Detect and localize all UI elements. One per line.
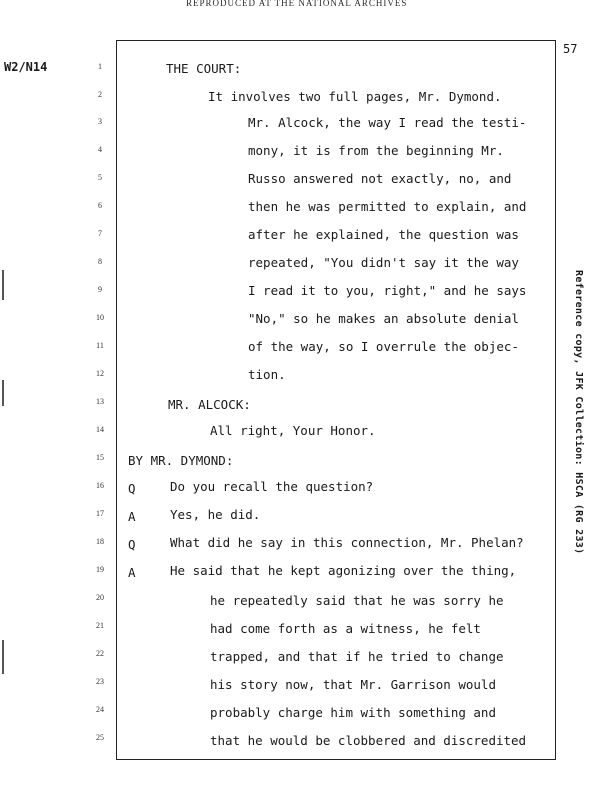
reference-copy-text: Reference copy, JFK Collection: HSCA (RG 233) xyxy=(573,270,584,555)
archives-stamp: REPRODUCED AT THE NATIONAL ARCHIVES xyxy=(186,0,408,8)
line-number: 9 xyxy=(98,285,102,294)
line-number: 21 xyxy=(96,621,104,630)
scan-edge-mark xyxy=(2,380,4,406)
speaker-heading: MR. ALCOCK: xyxy=(168,397,251,412)
transcript-line: tion. xyxy=(248,367,286,382)
line-number: 7 xyxy=(98,229,102,238)
line-number: 17 xyxy=(96,509,104,518)
transcript-line: All right, Your Honor. xyxy=(210,423,376,438)
answer-line: that he would be clobbered and discredited xyxy=(210,733,527,748)
qa-marker: A xyxy=(128,509,136,524)
line-number: 8 xyxy=(98,257,102,266)
transcript-line: of the way, so I overrule the objec- xyxy=(248,339,519,354)
line-number: 19 xyxy=(96,565,104,574)
line-number: 11 xyxy=(96,341,104,350)
question-line: What did he say in this connection, Mr. Phelan? xyxy=(170,535,524,550)
line-number: 4 xyxy=(98,145,102,154)
qa-marker: Q xyxy=(128,481,136,496)
page-number: 57 xyxy=(563,42,578,56)
line-number: 24 xyxy=(96,705,104,714)
document-id: W2/N14 xyxy=(4,60,48,74)
transcript-line: It involves two full pages, Mr. Dymond. xyxy=(208,89,502,104)
speaker-heading: THE COURT: xyxy=(166,61,242,76)
line-number: 5 xyxy=(98,173,102,182)
line-number: 14 xyxy=(96,425,104,434)
answer-line: probably charge him with something and xyxy=(210,705,496,720)
transcript-line: repeated, "You didn't say it the way xyxy=(248,255,519,270)
question-line: Do you recall the question? xyxy=(170,479,374,494)
answer-line: Yes, he did. xyxy=(170,507,261,522)
examination-heading: BY MR. DYMOND: xyxy=(128,453,234,468)
qa-marker: Q xyxy=(128,537,136,552)
line-number: 6 xyxy=(98,201,102,210)
line-number: 16 xyxy=(96,481,104,490)
scan-edge-mark xyxy=(2,270,4,300)
line-number: 25 xyxy=(96,733,104,742)
transcript-line: I read it to you, right," and he says xyxy=(248,283,527,298)
line-number: 3 xyxy=(98,117,102,126)
line-number: 15 xyxy=(96,453,104,462)
transcript-line: Mr. Alcock, the way I read the testi- xyxy=(248,115,527,130)
line-number: 23 xyxy=(96,677,104,686)
reference-copy-note xyxy=(570,270,584,590)
line-number: 10 xyxy=(96,313,104,322)
scan-edge-mark xyxy=(2,640,4,674)
line-number: 18 xyxy=(96,537,104,546)
line-number: 20 xyxy=(96,593,104,602)
line-number: 22 xyxy=(96,649,104,658)
transcript-line: mony, it is from the beginning Mr. xyxy=(248,143,504,158)
answer-line: he repeatedly said that he was sorry he xyxy=(210,593,504,608)
line-number: 13 xyxy=(96,397,104,406)
line-number: 2 xyxy=(98,90,102,99)
transcript-line: Russo answered not exactly, no, and xyxy=(248,171,512,186)
answer-line: He said that he kept agonizing over the thing, xyxy=(170,563,517,578)
answer-line: his story now, that Mr. Garrison would xyxy=(210,677,496,692)
line-number: 12 xyxy=(96,369,104,378)
transcript-line: "No," so he makes an absolute denial xyxy=(248,311,519,326)
qa-marker: A xyxy=(128,565,136,580)
answer-line: trapped, and that if he tried to change xyxy=(210,649,504,664)
transcript-line: then he was permitted to explain, and xyxy=(248,199,527,214)
line-number: 1 xyxy=(98,62,102,71)
transcript-line: after he explained, the question was xyxy=(248,227,519,242)
answer-line: had come forth as a witness, he felt xyxy=(210,621,481,636)
